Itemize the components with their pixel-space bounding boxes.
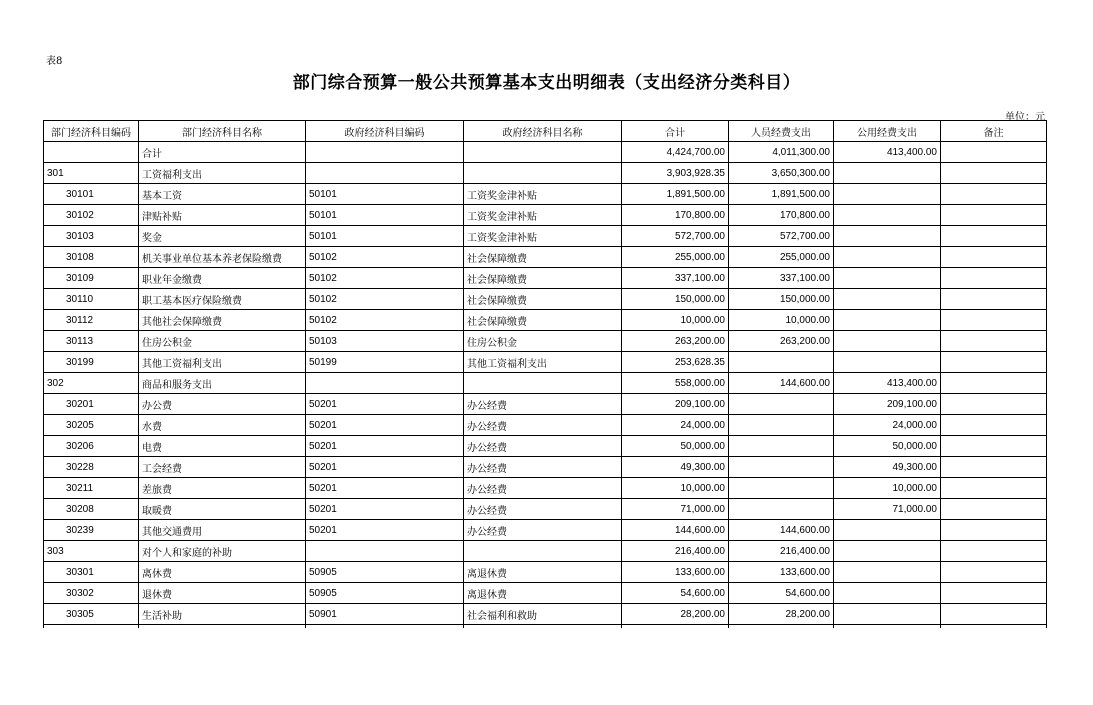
cell-personnel <box>729 478 834 499</box>
cell-gov-code: 50101 <box>306 184 464 205</box>
cell-personnel: 337,100.00 <box>729 268 834 289</box>
cell-gov-name <box>464 373 622 394</box>
cell-gov-code: 50201 <box>306 499 464 520</box>
table-row <box>44 457 1047 478</box>
cell-gov-name: 社会保障缴费 <box>464 289 622 310</box>
cell-dept-code: 30102 <box>44 205 139 226</box>
cell-dept-code: 301 <box>44 163 139 184</box>
cell-total: 216,400.00 <box>622 541 729 562</box>
cell-public <box>834 331 941 352</box>
table-row <box>44 184 1047 205</box>
cell-total: 170,800.00 <box>622 205 729 226</box>
cell-gov-name: 社会保障缴费 <box>464 268 622 289</box>
cell-dept-code: 30101 <box>44 184 139 205</box>
cell-total: 263,200.00 <box>622 331 729 352</box>
table-row <box>44 373 1047 394</box>
cell-dept-code: 30228 <box>44 457 139 478</box>
cell-public: 50,000.00 <box>834 436 941 457</box>
cell-public <box>834 163 941 184</box>
cell-note <box>941 289 1047 310</box>
cell-dept-name: 奖金 <box>139 226 306 247</box>
cell-dept-code: 30109 <box>44 268 139 289</box>
table-row <box>44 436 1047 457</box>
cell-public: 49,300.00 <box>834 457 941 478</box>
cell-dept-name: 合计 <box>139 142 306 163</box>
cell-public <box>834 226 941 247</box>
cell-note <box>941 310 1047 331</box>
cell-dept-code: 30301 <box>44 562 139 583</box>
cell-dept-name: 机关事业单位基本养老保险缴费 <box>139 247 306 268</box>
cell-continuation <box>622 625 729 628</box>
cell-continuation <box>941 625 1047 628</box>
cell-personnel <box>729 394 834 415</box>
table-row <box>44 310 1047 331</box>
cell-dept-name: 离休费 <box>139 562 306 583</box>
cell-gov-code: 50101 <box>306 226 464 247</box>
table-row <box>44 583 1047 604</box>
cell-public <box>834 205 941 226</box>
cell-total: 71,000.00 <box>622 499 729 520</box>
table-row <box>44 415 1047 436</box>
cell-gov-name: 社会保障缴费 <box>464 247 622 268</box>
cell-gov-code: 50905 <box>306 583 464 604</box>
col-header-gov-code: 政府经济科目编码 <box>306 121 464 142</box>
cell-total: 54,600.00 <box>622 583 729 604</box>
cell-gov-code: 50901 <box>306 604 464 625</box>
cell-dept-code: 30113 <box>44 331 139 352</box>
cell-gov-name: 办公经费 <box>464 415 622 436</box>
cell-total: 209,100.00 <box>622 394 729 415</box>
cell-gov-name: 办公经费 <box>464 478 622 499</box>
cell-dept-code: 30208 <box>44 499 139 520</box>
table-body <box>44 142 1047 628</box>
cell-dept-code: 30302 <box>44 583 139 604</box>
cell-public <box>834 583 941 604</box>
cell-dept-code: 30199 <box>44 352 139 373</box>
cell-gov-name: 办公经费 <box>464 499 622 520</box>
table-row <box>44 142 1047 163</box>
cell-dept-code: 30201 <box>44 394 139 415</box>
cell-public: 413,400.00 <box>834 142 941 163</box>
cell-note <box>941 163 1047 184</box>
cell-total: 1,891,500.00 <box>622 184 729 205</box>
col-header-personnel: 人员经费支出 <box>729 121 834 142</box>
cell-gov-name: 离退休费 <box>464 562 622 583</box>
cell-dept-name: 其他工资福利支出 <box>139 352 306 373</box>
cell-note <box>941 268 1047 289</box>
cell-total: 10,000.00 <box>622 478 729 499</box>
cell-public <box>834 352 941 373</box>
cell-note <box>941 331 1047 352</box>
cell-personnel <box>729 436 834 457</box>
cell-dept-name: 工会经费 <box>139 457 306 478</box>
cell-gov-code <box>306 541 464 562</box>
cell-personnel: 255,000.00 <box>729 247 834 268</box>
table-header-row <box>44 121 1047 142</box>
cell-note <box>941 352 1047 373</box>
cell-gov-name <box>464 142 622 163</box>
cell-note <box>941 394 1047 415</box>
cell-total: 24,000.00 <box>622 415 729 436</box>
cell-gov-name: 社会保障缴费 <box>464 310 622 331</box>
cell-public <box>834 268 941 289</box>
cell-public <box>834 604 941 625</box>
table-row <box>44 226 1047 247</box>
cell-continuation <box>464 625 622 628</box>
cell-dept-code: 30112 <box>44 310 139 331</box>
col-header-gov-name: 政府经济科目名称 <box>464 121 622 142</box>
cell-dept-name: 基本工资 <box>139 184 306 205</box>
cell-public <box>834 310 941 331</box>
cell-dept-name: 其他社会保障缴费 <box>139 310 306 331</box>
cell-dept-code <box>44 142 139 163</box>
cell-dept-code: 30103 <box>44 226 139 247</box>
cell-gov-code: 50199 <box>306 352 464 373</box>
cell-gov-name: 办公经费 <box>464 457 622 478</box>
cell-public <box>834 247 941 268</box>
cell-dept-code: 30239 <box>44 520 139 541</box>
cell-public <box>834 520 941 541</box>
cell-total: 558,000.00 <box>622 373 729 394</box>
cell-continuation <box>139 625 306 628</box>
cell-dept-code: 30108 <box>44 247 139 268</box>
cell-public <box>834 562 941 583</box>
cell-continuation <box>729 625 834 628</box>
col-header-note: 备注 <box>941 121 1047 142</box>
table-row <box>44 541 1047 562</box>
cell-total: 253,628.35 <box>622 352 729 373</box>
cell-gov-code: 50102 <box>306 268 464 289</box>
cell-note <box>941 604 1047 625</box>
cell-total: 255,000.00 <box>622 247 729 268</box>
cell-gov-code: 50102 <box>306 289 464 310</box>
table-row <box>44 163 1047 184</box>
cell-personnel: 150,000.00 <box>729 289 834 310</box>
cell-note <box>941 457 1047 478</box>
cell-personnel: 144,600.00 <box>729 520 834 541</box>
col-header-public: 公用经费支出 <box>834 121 941 142</box>
cell-gov-code: 50201 <box>306 436 464 457</box>
cell-public: 413,400.00 <box>834 373 941 394</box>
cell-personnel: 133,600.00 <box>729 562 834 583</box>
table-row <box>44 247 1047 268</box>
cell-gov-code: 50102 <box>306 310 464 331</box>
cell-gov-code: 50201 <box>306 394 464 415</box>
table-row <box>44 268 1047 289</box>
cell-total: 572,700.00 <box>622 226 729 247</box>
cell-dept-name: 其他交通费用 <box>139 520 306 541</box>
cell-total: 144,600.00 <box>622 520 729 541</box>
cell-dept-name: 水费 <box>139 415 306 436</box>
cell-gov-name: 办公经费 <box>464 520 622 541</box>
table-row <box>44 289 1047 310</box>
table-row-continuation <box>44 625 1047 628</box>
cell-gov-code: 50201 <box>306 415 464 436</box>
cell-dept-name: 差旅费 <box>139 478 306 499</box>
col-header-total: 合计 <box>622 121 729 142</box>
cell-dept-name: 津贴补贴 <box>139 205 306 226</box>
cell-note <box>941 247 1047 268</box>
cell-dept-code: 30206 <box>44 436 139 457</box>
cell-dept-code: 302 <box>44 373 139 394</box>
cell-note <box>941 184 1047 205</box>
cell-personnel <box>729 499 834 520</box>
cell-personnel <box>729 457 834 478</box>
cell-gov-name: 离退休费 <box>464 583 622 604</box>
cell-personnel: 263,200.00 <box>729 331 834 352</box>
cell-dept-name: 对个人和家庭的补助 <box>139 541 306 562</box>
unit-label: 单位：元 <box>1005 112 1045 123</box>
cell-dept-code: 30305 <box>44 604 139 625</box>
cell-dept-name: 办公费 <box>139 394 306 415</box>
cell-dept-name: 职业年金缴费 <box>139 268 306 289</box>
cell-total: 3,903,928.35 <box>622 163 729 184</box>
cell-dept-code: 30205 <box>44 415 139 436</box>
cell-total: 337,100.00 <box>622 268 729 289</box>
cell-gov-code: 50102 <box>306 247 464 268</box>
cell-note <box>941 226 1047 247</box>
page-title: 部门综合预算一般公共预算基本支出明细表（支出经济分类科目） <box>292 73 801 93</box>
cell-public: 71,000.00 <box>834 499 941 520</box>
cell-total: 150,000.00 <box>622 289 729 310</box>
cell-dept-name: 生活补助 <box>139 604 306 625</box>
table-row <box>44 394 1047 415</box>
cell-note <box>941 415 1047 436</box>
table-row <box>44 205 1047 226</box>
cell-public: 10,000.00 <box>834 478 941 499</box>
cell-dept-code: 303 <box>44 541 139 562</box>
cell-note <box>941 205 1047 226</box>
cell-total: 28,200.00 <box>622 604 729 625</box>
col-header-dept-code: 部门经济科目编码 <box>44 121 139 142</box>
cell-gov-code: 50201 <box>306 478 464 499</box>
cell-personnel: 1,891,500.00 <box>729 184 834 205</box>
cell-gov-name: 工资奖金津补贴 <box>464 184 622 205</box>
cell-dept-name: 工资福利支出 <box>139 163 306 184</box>
cell-gov-code: 50201 <box>306 520 464 541</box>
cell-public: 209,100.00 <box>834 394 941 415</box>
cell-personnel: 572,700.00 <box>729 226 834 247</box>
table-row <box>44 520 1047 541</box>
cell-note <box>941 478 1047 499</box>
table-row <box>44 604 1047 625</box>
cell-note <box>941 541 1047 562</box>
cell-continuation <box>44 625 139 628</box>
cell-gov-code: 50103 <box>306 331 464 352</box>
cell-personnel <box>729 352 834 373</box>
col-header-dept-name: 部门经济科目名称 <box>139 121 306 142</box>
cell-continuation <box>834 625 941 628</box>
cell-gov-name: 工资奖金津补贴 <box>464 226 622 247</box>
cell-dept-code: 30110 <box>44 289 139 310</box>
cell-personnel: 10,000.00 <box>729 310 834 331</box>
cell-total: 4,424,700.00 <box>622 142 729 163</box>
cell-dept-name: 商品和服务支出 <box>139 373 306 394</box>
cell-gov-code <box>306 373 464 394</box>
cell-gov-name <box>464 163 622 184</box>
cell-total: 49,300.00 <box>622 457 729 478</box>
cell-personnel: 170,800.00 <box>729 205 834 226</box>
cell-personnel: 4,011,300.00 <box>729 142 834 163</box>
expenditure-table <box>43 120 1047 628</box>
cell-gov-name: 办公经费 <box>464 436 622 457</box>
cell-public <box>834 289 941 310</box>
cell-total: 133,600.00 <box>622 562 729 583</box>
cell-total: 10,000.00 <box>622 310 729 331</box>
cell-personnel: 3,650,300.00 <box>729 163 834 184</box>
cell-gov-name <box>464 541 622 562</box>
cell-personnel: 144,600.00 <box>729 373 834 394</box>
cell-personnel: 54,600.00 <box>729 583 834 604</box>
cell-gov-name: 办公经费 <box>464 394 622 415</box>
cell-continuation <box>306 625 464 628</box>
table-number: 表8 <box>46 56 63 67</box>
cell-note <box>941 142 1047 163</box>
cell-dept-code: 30211 <box>44 478 139 499</box>
cell-gov-name: 社会福利和救助 <box>464 604 622 625</box>
cell-dept-name: 退休费 <box>139 583 306 604</box>
cell-gov-name: 其他工资福利支出 <box>464 352 622 373</box>
table-row <box>44 331 1047 352</box>
cell-note <box>941 499 1047 520</box>
cell-dept-name: 职工基本医疗保险缴费 <box>139 289 306 310</box>
cell-total: 50,000.00 <box>622 436 729 457</box>
cell-note <box>941 583 1047 604</box>
cell-public <box>834 184 941 205</box>
cell-dept-name: 住房公积金 <box>139 331 306 352</box>
cell-dept-name: 取暖费 <box>139 499 306 520</box>
cell-note <box>941 373 1047 394</box>
cell-public <box>834 541 941 562</box>
cell-gov-code: 50905 <box>306 562 464 583</box>
table-row <box>44 352 1047 373</box>
table-row <box>44 478 1047 499</box>
cell-note <box>941 520 1047 541</box>
cell-gov-code: 50101 <box>306 205 464 226</box>
cell-gov-name: 工资奖金津补贴 <box>464 205 622 226</box>
cell-public: 24,000.00 <box>834 415 941 436</box>
cell-dept-name: 电费 <box>139 436 306 457</box>
cell-gov-code <box>306 142 464 163</box>
cell-personnel: 216,400.00 <box>729 541 834 562</box>
cell-personnel: 28,200.00 <box>729 604 834 625</box>
cell-gov-code <box>306 163 464 184</box>
cell-note <box>941 562 1047 583</box>
cell-note <box>941 436 1047 457</box>
cell-gov-code: 50201 <box>306 457 464 478</box>
cell-gov-name: 住房公积金 <box>464 331 622 352</box>
cell-personnel <box>729 415 834 436</box>
table-row <box>44 499 1047 520</box>
table-row <box>44 562 1047 583</box>
